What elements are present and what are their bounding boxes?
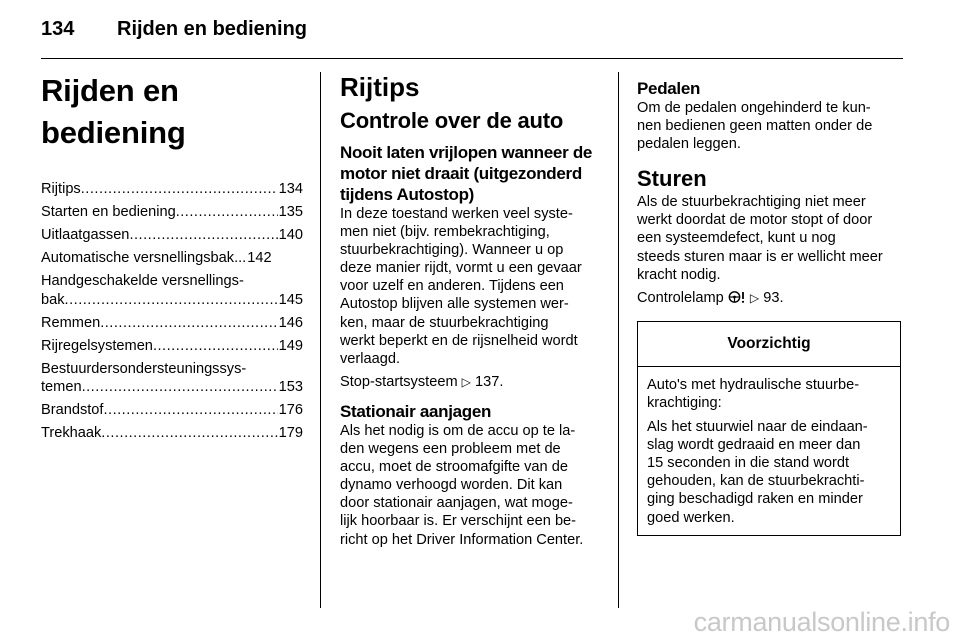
table-of-contents: [41, 180, 303, 443]
text-line: gehouden, kan de stuurbekrachti-: [647, 473, 865, 490]
toc-entry-label: Rijtips: [41, 181, 81, 197]
text-line: door stationair aanjagen, wat moge-: [340, 495, 573, 512]
toc-entry-remmen[interactable]: [41, 314, 303, 333]
page-header: [41, 18, 903, 44]
toc-entry-label-line1: Handgeschakelde versnellings-: [41, 273, 244, 289]
reference-text: Controlelamp: [637, 289, 724, 306]
toc-entry-bestuurdersondersteuningssystemen[interactable]: [41, 360, 303, 397]
text-line: richt op het Driver Information Center.: [340, 531, 584, 548]
toc-entry-label: Starten en bediening: [41, 204, 176, 220]
toc-entry-page: 134: [278, 181, 303, 197]
toc-entry-page: 140: [278, 227, 303, 243]
toc-entry-label: Rijregelsystemen: [41, 337, 153, 354]
toc-entry-rijtips[interactable]: [41, 180, 303, 199]
paragraph-sturen: [637, 193, 903, 283]
toc-entry-page: 153: [278, 379, 303, 395]
text-line: Als de stuurbekrachtiging niet meer: [637, 194, 866, 211]
text-line: stuurbekrachtiging). Wanneer u op: [340, 242, 564, 259]
toc-entry-page: 176: [278, 402, 303, 418]
running-title: Rijden en bediening: [117, 18, 308, 40]
column-divider-2: [618, 72, 619, 608]
chapter-title: Rijden en bediening: [41, 73, 186, 150]
heading-line: Nooit laten vrijlopen wanneer de: [340, 143, 593, 162]
text-line: Autostop blijven alle systemen wer-: [340, 296, 569, 313]
caution-box: [637, 321, 901, 536]
paragraph-stationair: [340, 422, 604, 549]
toc-entry-label: Automatische versnellingsbak: [41, 250, 235, 266]
text-line: ken, maar de stuurbekrachtiging: [340, 314, 549, 331]
toc-entry-label: temen: [41, 379, 82, 395]
toc-entry-label: Trekhaak: [41, 425, 102, 441]
text-line: voor uzelf en anderen. Tijdens een: [340, 278, 564, 295]
toc-entry-page: 146: [278, 314, 303, 331]
reference-page: 137.: [474, 373, 504, 390]
text-line: slag wordt gedraaid en meer dan: [647, 437, 861, 454]
paragraph-vrijlopen: [340, 205, 604, 368]
heading-nooit-laten-vrijlopen: [340, 142, 604, 205]
text-line: Om de pedalen ongehinderd te kun-: [637, 100, 871, 116]
toc-entry-separator: ...: [234, 250, 247, 266]
caution-paragraph-1: [647, 376, 892, 412]
content-column-2: [637, 70, 903, 536]
steering-warning-icon: [728, 290, 746, 309]
header-divider: [41, 58, 903, 59]
toc-entry-handgeschakelde-versnellingsbak[interactable]: [41, 272, 303, 309]
text-line: kracht nodig.: [637, 266, 721, 283]
watermark: carmanualsonline.info: [693, 607, 950, 637]
heading-line: tijdens Autostop): [340, 185, 475, 204]
text-line: krachtiging:: [647, 394, 722, 411]
caution-body: [638, 367, 900, 535]
heading-pedalen: Pedalen: [637, 79, 701, 98]
text-line: ging beschadigd raken en minder: [647, 491, 863, 508]
section-title-sturen: Sturen: [637, 166, 707, 192]
text-line: men niet (bijv. rembekrachtiging,: [340, 224, 550, 241]
heading-stationair-aanjagen: Stationair aanjagen: [340, 401, 492, 421]
toc-entry-starten[interactable]: [41, 203, 303, 222]
toc-entry-trekhaak[interactable]: [41, 424, 303, 443]
page-reference-arrow-icon: ▷: [461, 374, 471, 389]
text-line: 15 seconden in die stand wordt: [647, 455, 850, 472]
text-line: dynamo verhoogd worden. Dit kan: [340, 477, 563, 494]
text-line: accu, moet de stroomafgifte van de: [340, 459, 568, 476]
page-reference-arrow-icon: ▷: [749, 290, 760, 305]
paragraph-pedalen: [637, 99, 903, 153]
toc-entry-label: Remmen: [41, 314, 101, 331]
text-line: Als het nodig is om de accu op te la-: [340, 422, 576, 439]
cross-reference-stop-start[interactable]: [340, 373, 604, 391]
toc-entry-page: 179: [278, 425, 303, 441]
toc-entry-page: 149: [278, 337, 303, 354]
toc-entry-page: 142: [247, 250, 272, 266]
text-line: nen bedienen geen matten onder de: [637, 118, 873, 135]
text-line: verlaagd.: [340, 350, 401, 367]
toc-column: [41, 70, 303, 447]
toc-entry-brandstof[interactable]: [41, 401, 303, 420]
column-divider-1: [320, 72, 321, 608]
cross-reference-controlelamp[interactable]: [637, 289, 903, 309]
toc-entry-page: 135: [278, 204, 303, 220]
toc-entry-label: Brandstof: [41, 402, 104, 418]
subsection-title-controle: Controle over de auto: [340, 108, 564, 133]
text-line: werkt beperkt en de rijsnelheid wordt: [340, 332, 578, 349]
toc-entry-label: bak: [41, 291, 65, 308]
text-line: den wegens een probleem met de: [340, 441, 561, 458]
reference-text: Stop-startsysteem: [340, 373, 458, 390]
heading-line: motor niet draait (uitgezonderd: [340, 164, 582, 183]
text-line: een systeemdefect, kunt u nog: [637, 230, 836, 247]
toc-entry-label-line1: Bestuurdersondersteuningssys-: [41, 360, 247, 377]
section-title-rijtips: Rijtips: [340, 72, 420, 102]
text-line: pedalen leggen.: [637, 136, 741, 153]
text-line: steeds sturen maar is er wellicht meer: [637, 248, 883, 265]
caution-title: Voorzichtig: [638, 322, 900, 367]
text-line: In deze toestand werken veel syste-: [340, 206, 573, 222]
reference-page: 93.: [763, 289, 784, 306]
toc-entry-page: 145: [278, 291, 303, 308]
content-column-1: [340, 70, 604, 549]
toc-entry-label: Uitlaatgassen: [41, 227, 130, 243]
text-line: Als het stuurwiel naar de eindaan-: [647, 419, 868, 436]
caution-paragraph-2: [647, 418, 892, 527]
text-line: Auto's met hydraulische stuurbe-: [647, 376, 860, 393]
text-line: lijk hoorbaar is. Er verschijnt een be-: [340, 513, 577, 530]
page-number: 134: [41, 18, 75, 40]
toc-entry-rijregelsystemen[interactable]: [41, 337, 303, 356]
text-line: goed werken.: [647, 509, 735, 526]
text-line: deze manier rijdt, vormt u een gevaar: [340, 260, 582, 277]
text-line: werkt doordat de motor stopt of door: [637, 212, 873, 229]
toc-entry-uitlaatgassen[interactable]: [41, 226, 303, 245]
toc-entry-automatische-versnellingsbak[interactable]: [41, 249, 303, 268]
